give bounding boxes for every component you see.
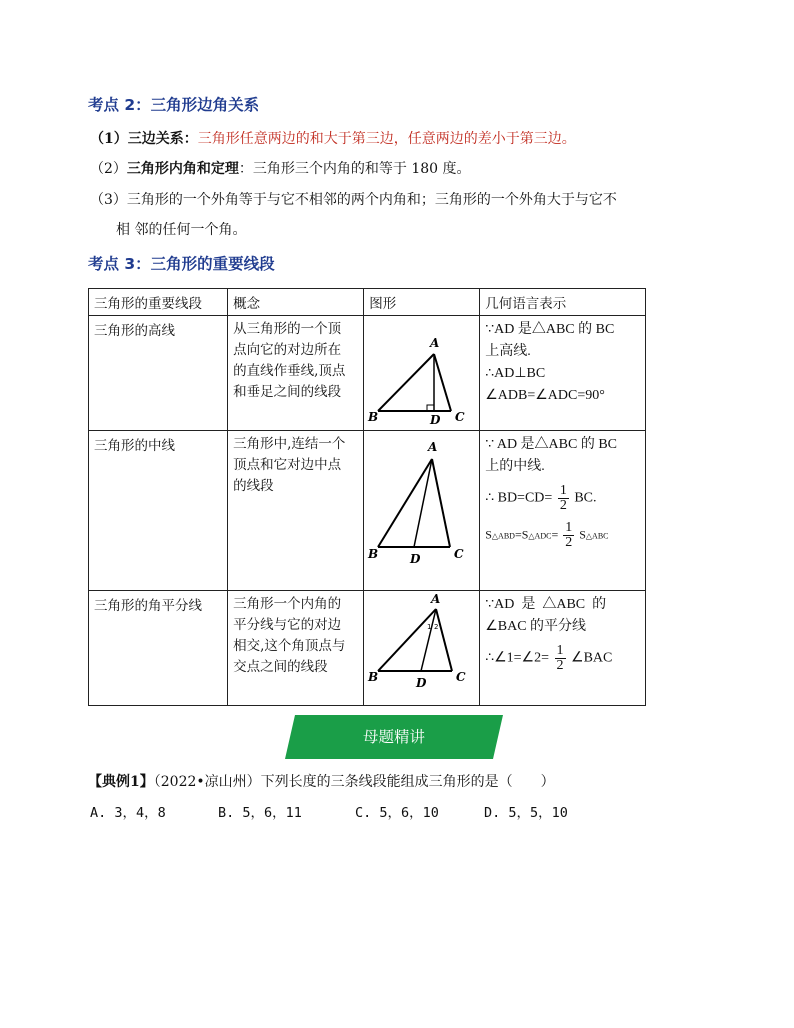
vertex-label-b: B [368,670,379,684]
bisector-triangle-figure [364,591,479,701]
vertex-label-d: D [410,552,421,566]
point2-item1 [90,128,576,148]
example-tag: 【典例1】 [88,774,154,790]
area-s: S [579,527,586,542]
row-geometry [480,591,646,706]
concept-line: 三角形中,连结一个 [233,436,346,452]
item2-prefix: （2） [90,161,127,177]
row-geometry [480,316,646,431]
example-option-d: D. 5，5，10 [484,805,568,821]
geo-line: ∠BAC 的平分线 [485,619,587,634]
vertex-label-d: D [430,413,441,426]
table-row [89,316,646,431]
row-concept [228,591,364,706]
concept-line: 三角形一个内角的 [233,596,342,612]
section-title-point2: 考点 2：三角形边角关系 [88,96,260,114]
geo-line: ∵AD 是△ABC 的 BC [485,322,615,337]
item1-text: 三角形任意两边的和大于第三边，任意两边的差小于第三边。 [197,131,576,147]
area-s: S [485,527,492,542]
row-figure [364,591,480,706]
concept-line: 从三角形的一个顶 [233,321,342,337]
concept-line: 顶点和它对边中点 [233,457,342,473]
table-header: 图形 [364,289,480,316]
row-concept [228,316,364,431]
fraction-numerator: 1 [559,483,567,498]
vertex-label-c: C [455,410,465,424]
table-row [89,591,646,706]
geo-line: ∴AD⊥BC [485,366,546,381]
row-figure [364,431,480,591]
concept-line: 的直线作垂线,顶点 [233,363,346,379]
table-header-row [89,289,646,316]
vertex-label-a: A [428,440,438,454]
fraction-denominator: 2 [556,658,564,673]
geo-line: ∠ADB=∠ADC=90° [485,388,605,403]
geo-bd-text: ∴ BD=CD= [485,490,553,506]
point2-item3-line1: （3）三角形的一个外角等于与它不相邻的两个内角和；三角形的一个外角大于与它不 [90,192,617,208]
fraction-half [558,484,569,513]
item2-text: ：三角形三个内角的和等于 180 度。 [238,161,471,177]
fraction-half [555,644,566,673]
vertex-label-b: B [368,410,379,424]
side-ab [378,354,434,411]
banner-title: 母题精讲 [362,728,425,746]
fraction-numerator: 1 [565,520,573,535]
geo-line: ∵ AD 是△ABC 的 BC [485,437,618,452]
example-option-c: C. 5，6，10 [355,805,439,821]
vertex-label-a: A [431,592,441,606]
key-segments-table [88,288,646,706]
vertex-label-c: C [454,547,464,561]
section-title-point3: 考点 3：三角形的重要线段 [88,255,275,273]
vertex-label-b: B [368,547,379,561]
row-name: 三角形的中线 [89,431,228,591]
concept-line: 平分线与它的对边 [233,617,342,633]
example-question-text: 下列长度的三条线段能组成三角形的是（ ） [260,774,555,790]
angle-label-2: 2 [434,623,439,631]
point2-item2 [90,158,471,178]
median-triangle-figure [364,431,479,586]
row-concept [228,431,364,591]
row-name: 三角形的高线 [89,316,228,431]
point2-item3-line2: 相 邻的任何一个角。 [116,222,247,238]
item2-bold: 三角形内角和定理 [126,161,239,177]
side-ac [432,459,450,547]
concept-line: 的线段 [233,478,274,494]
geo-line: 上高线. [485,344,531,359]
concept-line: 交点之间的线段 [233,659,328,675]
vertex-label-d: D [416,676,427,690]
geo-angle-line [485,644,640,673]
area-eq-s: =S [514,527,529,542]
geo-line: ∵AD 是 △ABC 的 [485,597,607,612]
geo-tail-text: ∠BAC [571,650,613,666]
side-ab [378,609,439,671]
altitude-triangle-figure [364,316,479,426]
geo-midpoint-line [485,484,640,513]
area-sub-abd: △ABD [491,531,515,541]
row-geometry [480,431,646,591]
fraction-denominator: 2 [565,535,573,550]
row-figure [364,316,480,431]
item1-prefix: （1）三边关系： [90,131,198,147]
row-name: 三角形的角平分线 [89,591,228,706]
geo-area-line [485,521,640,550]
example-question [88,771,555,791]
example-option-a: A. 3，4，8 [90,805,166,821]
side-ac [436,609,452,671]
geo-eq-text: ∴∠1=∠2= [485,650,550,666]
geo-bc-text: BC. [574,490,597,506]
concept-line: 相交,这个角顶点与 [233,638,346,654]
area-sub-adc: △ADC [528,531,552,541]
area-sub-abc: △ABC [585,531,609,541]
angle-label-1: 1 [427,623,432,631]
table-header: 几何语言表示 [480,289,646,316]
table-header: 概念 [228,289,364,316]
vertex-label-a: A [430,336,440,350]
example-option-b: B. 5，6，11 [218,805,302,821]
concept-line: 和垂足之间的线段 [233,384,342,400]
side-ab [378,459,432,547]
area-eq: = [551,527,559,542]
fraction-denominator: 2 [559,498,567,513]
table-row [89,431,646,591]
fraction-numerator: 1 [556,643,564,658]
geo-line: 上的中线. [485,459,545,474]
vertex-label-c: C [456,670,466,684]
fraction-half [563,521,574,550]
side-ac [434,354,451,411]
concept-line: 点向它的对边所在 [233,342,342,358]
example-source: （2022•凉山州） [153,774,261,790]
table-header: 三角形的重要线段 [89,289,228,316]
